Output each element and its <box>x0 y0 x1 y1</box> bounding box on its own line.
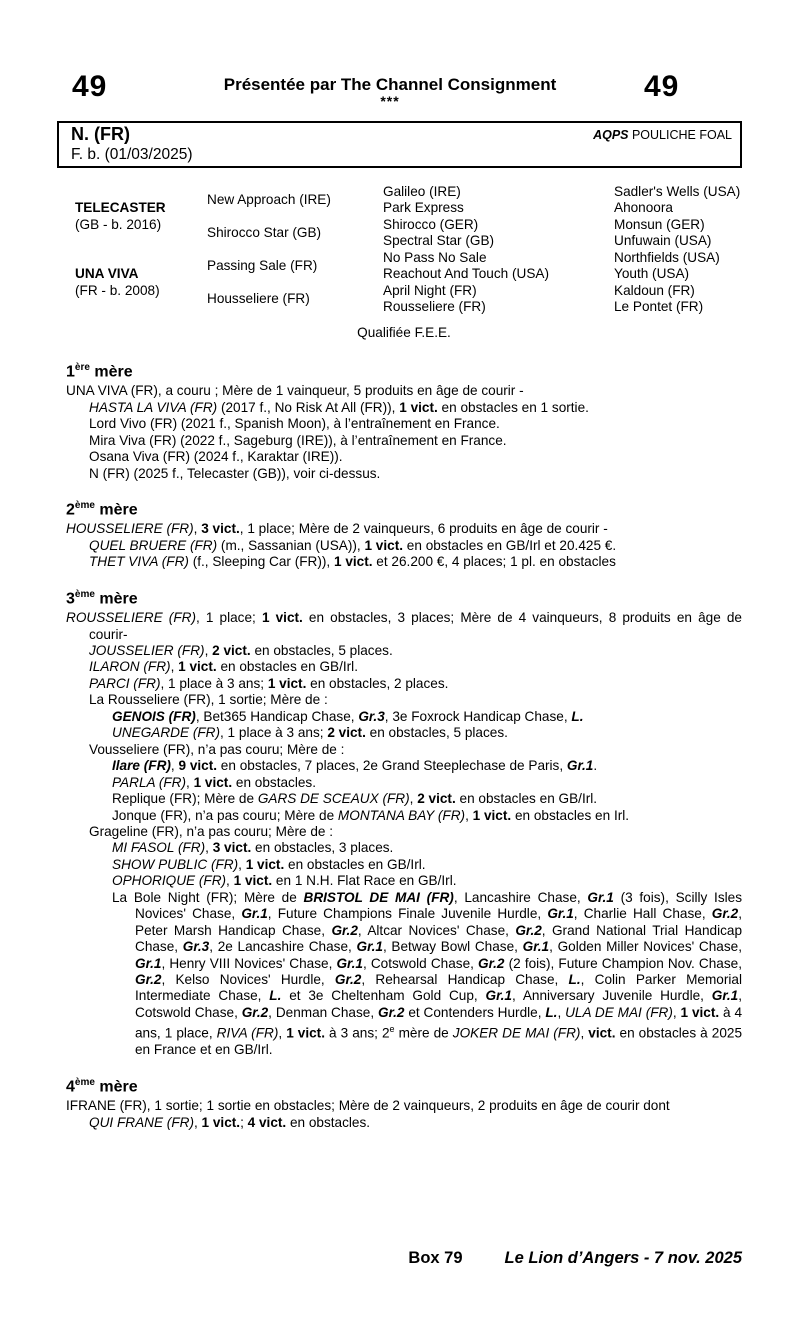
text-run: 4 vict. <box>247 1114 287 1130</box>
text-run: L. <box>568 972 581 988</box>
text-run: , <box>278 1025 287 1041</box>
pedigree-ancestor: Spectral Star (GB) <box>383 233 495 249</box>
text-run: Gr.2 <box>135 972 162 988</box>
text-run: , <box>205 840 213 856</box>
text-run: , <box>672 1004 681 1020</box>
pedigree-ancestor: Ahonoora <box>614 200 673 216</box>
horse-name: N. (FR) <box>71 124 130 144</box>
pedigree-ancestor: Galileo (IRE) <box>383 184 461 199</box>
text-run: , <box>557 1004 566 1020</box>
text-run: ULA DE MAI (FR) <box>565 1004 673 1020</box>
text-run: en 1 N.H. Flat Race en GB/Irl. <box>272 873 457 889</box>
text-run: N (FR) (2025 f., Telecaster (GB)), voir ci-dessus. <box>89 465 381 481</box>
pedigree-ancestor: Youth (USA) <box>614 266 690 282</box>
mare-sections <box>66 359 742 1131</box>
text-run: en obstacles en Irl. <box>511 807 630 823</box>
mare-section-heading: 4ème mère <box>66 1076 138 1096</box>
pedigree-ancestor: Shirocco (GER) <box>383 216 479 232</box>
text-run: THET VIVA (FR) <box>89 554 189 570</box>
text-run: , Golden Miller Novices' Chase, <box>549 939 742 955</box>
text-run: , <box>193 521 202 537</box>
ancestor-name: UNA VIVA <box>75 266 139 282</box>
pedigree-text <box>66 692 742 708</box>
text-run: Gr.2 <box>378 1004 405 1020</box>
pedigree-col-1 <box>66 184 207 316</box>
ancestor-name: TELECASTER <box>75 200 166 216</box>
text-run: 9 vict. <box>178 758 218 774</box>
text-run: , <box>226 873 234 889</box>
text-run: HOUSSELIERE (FR) <box>66 521 194 537</box>
text-run: , Colin Parker Memorial Intermediate Chase, <box>135 972 742 1004</box>
text-run: et 3e Cheltenham Gold Cup, <box>281 988 486 1004</box>
text-run: à 3 ans; 2 <box>325 1025 390 1041</box>
pedigree-ancestor: Reachout And Touch (USA) <box>383 266 549 282</box>
text-run: Gr.3 <box>182 939 210 955</box>
text-run: Vousseliere (FR), n’a pas couru; Mère de : <box>89 741 345 757</box>
pedigree-col-4 <box>614 184 742 316</box>
text-run: en obstacles, 2 places. <box>306 675 449 691</box>
text-run: . <box>593 758 598 774</box>
text-run: et 26.200 €, 4 places; 1 pl. en obstacles <box>372 554 616 570</box>
text-run: , Bet365 Handicap Chase, <box>195 708 359 724</box>
mare-section <box>66 1074 742 1131</box>
text-run: 1 vict. <box>233 873 273 889</box>
text-run: 1 vict. <box>333 554 373 570</box>
text-run: UNA VIVA (FR), a couru ; Mère de 1 vainqueur, 5 produits en âge de courir - <box>66 383 524 399</box>
pedigree-ancestor: New Approach (IRE) <box>207 192 331 208</box>
text-run: L. <box>269 988 282 1004</box>
pedigree-ancestor <box>66 184 207 250</box>
text-run: , Anniversary Juvenile Hurdle, <box>511 988 712 1004</box>
text-run: Gr.2 <box>515 922 542 938</box>
text-run: La Bole Night (FR); Mère de <box>112 889 304 905</box>
pedigree-ancestor: Le Pontet (FR) <box>614 299 704 315</box>
text-run: QUEL BRUERE (FR) <box>89 537 218 553</box>
text-run: , Altcar Novices' Chase, <box>357 922 516 938</box>
text-run: Gr.2 <box>331 922 358 938</box>
text-run: L. <box>545 1004 558 1020</box>
pedigree-text <box>66 791 742 807</box>
pedigree-text <box>66 857 742 873</box>
pedigree-col-2 <box>207 184 383 316</box>
text-run: , Kelso Novices' Hurdle, <box>161 972 335 988</box>
text-run: Gr.1 <box>547 906 574 922</box>
ordinal-suffix: ème <box>74 588 95 600</box>
text-run: , Future Champions Finale Juvenile Hurdle, <box>267 906 548 922</box>
ordinal-suffix: ère <box>74 362 90 373</box>
text-run: et Contenders Hurdle, <box>404 1004 546 1020</box>
text-run: en obstacles à 2025 en France et en GB/Irl. <box>135 1025 742 1058</box>
text-run: 1 vict. <box>286 1025 325 1041</box>
text-run: Ilare (FR) <box>112 758 171 774</box>
text-run: , <box>238 856 246 872</box>
pedigree-text <box>66 554 742 570</box>
ordinal-suffix: ème <box>74 500 95 512</box>
text-run: QUI FRANE (FR) <box>89 1114 194 1130</box>
text-run: Gr.3 <box>358 708 385 724</box>
text-run: OPHORIQUE (FR) <box>112 873 227 889</box>
text-run: , <box>170 758 179 774</box>
text-run: Osana Viva (FR) (2024 f., Karaktar (IRE)). <box>89 449 343 465</box>
text-run: ; <box>240 1114 248 1130</box>
text-run: RIVA (FR) <box>216 1025 279 1041</box>
text-run: Replique (FR); Mère de <box>112 791 258 807</box>
text-run: , 1 place; <box>195 610 262 626</box>
pedigree-text <box>66 383 742 399</box>
text-run: L. <box>571 708 584 724</box>
text-run: , Cotswold Chase, <box>362 955 479 971</box>
pedigree-table <box>66 184 742 316</box>
text-run: ROUSSELIERE (FR) <box>66 610 196 626</box>
text-run: Grageline (FR), n’a pas couru; Mère de : <box>89 823 334 839</box>
text-run: , 2e Lancashire Chase, <box>209 939 357 955</box>
text-run: , Betway Bowl Chase, <box>382 939 523 955</box>
text-run: (2017 f., No Risk At All (FR)), <box>217 399 400 415</box>
breed-category-abbrev: AQPS <box>593 128 629 142</box>
text-run: HASTA LA VIVA (FR) <box>89 399 218 415</box>
footer <box>66 1249 742 1268</box>
ancestor-origin: (GB - b. 2016) <box>75 216 162 232</box>
pedigree-ancestor: Monsun (GER) <box>614 216 705 232</box>
ancestor-origin: (FR - b. 2008) <box>75 282 160 298</box>
text-run: en obstacles en GB/Irl. <box>284 856 426 872</box>
text-run: BRISTOL DE MAI (FR) <box>303 889 454 905</box>
text-run: Mira Viva (FR) (2022 f., Sageburg (IRE)), à l’entraînement en France. <box>89 432 507 448</box>
text-run: Gr.2 <box>334 972 362 988</box>
text-run: 1 vict. <box>245 856 285 872</box>
text-run: en obstacles, 3 places. <box>251 840 394 856</box>
pedigree-text <box>66 840 742 856</box>
page-number-right: 49 <box>644 70 680 103</box>
text-run: , Lancashire Chase, <box>453 889 588 905</box>
pedigree-ancestor <box>66 250 207 316</box>
pedigree-text <box>66 808 742 824</box>
pedigree-text <box>66 659 742 675</box>
text-run: JOUSSELIER (FR) <box>89 642 205 658</box>
text-run: en obstacles, 7 places, 2e Grand Steeplechase de Paris, <box>217 758 567 774</box>
mare-section <box>66 359 742 482</box>
pedigree-text <box>66 466 742 482</box>
text-run: , Rehearsal Handicap Chase, <box>361 972 569 988</box>
pedigree-text <box>66 1098 742 1114</box>
text-run: 2 vict. <box>212 642 251 658</box>
text-run: SHOW PUBLIC (FR) <box>112 856 239 872</box>
text-run: Jonque (FR), n’a pas couru; Mère de <box>112 807 338 823</box>
pedigree-ancestor: Northfields (USA) <box>614 249 720 265</box>
text-run: (3 fois), Scilly Isles Novices' Chase, <box>135 889 742 922</box>
superscript: e <box>389 1024 395 1035</box>
horse-birth-details: F. b. (01/03/2025) <box>71 146 193 163</box>
text-run: en obstacles en GB/Irl et 20.425 €. <box>403 537 617 553</box>
pedigree-ancestor: Shirocco Star (GB) <box>207 225 322 241</box>
text-run: 2 vict. <box>417 791 456 807</box>
pedigree-text <box>66 400 742 416</box>
text-run: en obstacles, 5 places. <box>250 642 393 658</box>
pedigree-text <box>66 610 742 643</box>
pedigree-text <box>66 742 742 758</box>
text-run: mère de <box>394 1025 453 1041</box>
text-run: en obstacles en 1 sortie. <box>437 399 589 415</box>
text-run: 1 vict. <box>399 399 438 415</box>
text-run: , 1 place; Mère de 2 vainqueurs, 6 produits en âge de courir - <box>239 521 608 537</box>
pedigree-col-3 <box>383 184 614 316</box>
text-run: 1 vict. <box>178 659 217 675</box>
pedigree-text <box>66 709 742 725</box>
text-run: Gr.1 <box>711 988 739 1004</box>
horse-title-box <box>57 121 742 168</box>
text-run: , Henry VIII Novices' Chase, <box>161 955 337 971</box>
text-run: Gr.1 <box>485 988 512 1004</box>
text-run: , <box>409 791 418 807</box>
page-number-left: 49 <box>72 70 108 103</box>
breed-category <box>593 128 732 142</box>
text-run: GARS DE SCEAUX (FR) <box>257 791 410 807</box>
text-run: , 3e Foxrock Handicap Chase, <box>384 708 572 724</box>
text-run: , 1 place à 3 ans; <box>220 725 328 741</box>
pedigree-ancestor: Sadler's Wells (USA) <box>614 184 741 199</box>
text-run: Gr.1 <box>135 955 162 971</box>
breed-category-type: POULICHE FOAL <box>628 128 732 142</box>
text-run: à 4 ans, 1 place, <box>135 1004 743 1041</box>
pedigree-text <box>66 824 742 840</box>
mare-section-heading: 2ème mère <box>66 500 138 519</box>
pedigree-text <box>66 643 742 659</box>
text-run: Gr.1 <box>522 939 550 955</box>
text-run: en obstacles. <box>232 774 317 790</box>
text-run: 3 vict. <box>212 840 252 856</box>
text-run: 2 vict. <box>327 725 366 741</box>
stars-separator: *** <box>380 93 400 109</box>
text-run: en obstacles, 3 places; Mère de 4 vainqueurs, 8 produits en âge de courir- <box>89 610 742 642</box>
pedigree-ancestor: Passing Sale (FR) <box>207 258 318 273</box>
text-run: Gr.2 <box>241 1004 269 1020</box>
pedigree-text <box>66 890 742 1059</box>
pedigree-ancestor: Unfuwain (USA) <box>614 233 712 249</box>
text-run: , <box>204 642 213 658</box>
text-run: 1 vict. <box>267 675 307 691</box>
pedigree-ancestor: No Pass No Sale <box>383 249 487 265</box>
sale-location-date: Le Lion d’Angers - 7 nov. 2025 <box>504 1249 742 1267</box>
pedigree-text <box>66 433 742 449</box>
text-run: , <box>193 1114 202 1130</box>
text-run: PARLA (FR) <box>112 774 187 790</box>
text-run: UNEGARDE (FR) <box>112 725 220 741</box>
text-run: 1 vict. <box>193 774 233 790</box>
ordinal-suffix: ème <box>74 1076 95 1088</box>
text-run: (f., Sleeping Car (FR)), <box>188 554 334 570</box>
consignor-title: Présentée par The Channel Consignment <box>223 75 557 94</box>
text-run: , <box>186 774 194 790</box>
text-run: ILARON (FR) <box>89 659 171 675</box>
text-run: MONTANA BAY (FR) <box>337 807 466 823</box>
mare-section-heading: 1ère mère <box>66 362 133 381</box>
text-run: IFRANE (FR), 1 sortie; 1 sortie en obstacles; Mère de 2 vainqueurs, 2 produits en âge de courir dont <box>66 1098 670 1114</box>
text-run: en obstacles, 5 places. <box>365 725 508 741</box>
mare-section-heading: 3ème mère <box>66 588 138 608</box>
text-run: 1 vict. <box>364 537 404 553</box>
text-run: 1 vict. <box>472 807 512 823</box>
text-run: , Grand National Trial Handicap Chase, <box>135 922 743 955</box>
text-run: , 1 place à 3 ans; <box>160 675 268 691</box>
text-run: en obstacles en GB/Irl. <box>216 659 358 675</box>
text-run: Lord Vivo (FR) (2021 f., Spanish Moon), à l’entraînement en France. <box>89 416 500 432</box>
text-run: GENOIS (FR) <box>112 708 196 724</box>
pedigree-ancestor: Park Express <box>383 200 464 216</box>
pedigree-text <box>66 758 742 774</box>
pedigree-text <box>66 1115 742 1131</box>
text-run: Gr.1 <box>566 758 594 774</box>
text-run: PARCI (FR) <box>89 675 161 691</box>
text-run: MI FASOL (FR) <box>112 840 206 856</box>
pedigree-text <box>66 416 742 432</box>
text-run: (2 fois), Future Champion Nov. Chase, <box>504 955 742 971</box>
text-run: 1 vict. <box>261 610 303 626</box>
text-run: Gr.2 <box>711 906 739 922</box>
text-run: Gr.2 <box>478 955 505 971</box>
pedigree-text <box>66 873 742 889</box>
pedigree-ancestor: Rousseliere (FR) <box>383 299 486 315</box>
pedigree-text <box>66 521 742 537</box>
text-run: 1 vict. <box>680 1004 720 1020</box>
pedigree-text <box>66 725 742 741</box>
pedigree-text <box>66 775 742 791</box>
text-run: La Rousseliere (FR), 1 sortie; Mère de : <box>89 692 328 708</box>
qualification-note: Qualifiée F.E.E. <box>357 325 451 340</box>
mare-section <box>66 586 742 1059</box>
text-run: , Denman Chase, <box>268 1004 378 1020</box>
text-run: (m., Sassanian (USA)), <box>217 537 365 553</box>
text-run: en obstacles. <box>286 1114 371 1130</box>
pedigree-ancestor: Kaldoun (FR) <box>614 282 695 298</box>
pedigree-text <box>66 676 742 692</box>
text-run: Gr.1 <box>241 906 268 922</box>
text-run: Gr.1 <box>587 889 614 905</box>
text-run: , <box>170 659 179 675</box>
text-run: 1 vict. <box>201 1114 241 1130</box>
box-number: Box 79 <box>408 1249 463 1267</box>
pedigree-text <box>66 538 742 554</box>
text-run: , <box>580 1025 589 1041</box>
pedigree-text <box>66 449 742 465</box>
text-run: , Charlie Hall Chase, <box>573 906 712 922</box>
text-run: , Peter Marsh Handicap Chase, <box>135 906 742 938</box>
pedigree-ancestor: April Night (FR) <box>383 282 477 298</box>
text-run: 3 vict. <box>201 521 240 537</box>
mare-section <box>66 497 742 571</box>
text-run: Gr.1 <box>356 939 383 955</box>
text-run: vict. <box>588 1025 616 1041</box>
text-run: , <box>465 807 473 823</box>
text-run: en obstacles en GB/Irl. <box>455 791 598 807</box>
pedigree-ancestor: Housseliere (FR) <box>207 290 310 306</box>
text-run: , Cotswold Chase, <box>135 988 742 1020</box>
text-run: Gr.1 <box>336 955 363 971</box>
text-run: JOKER DE MAI (FR) <box>452 1025 581 1041</box>
